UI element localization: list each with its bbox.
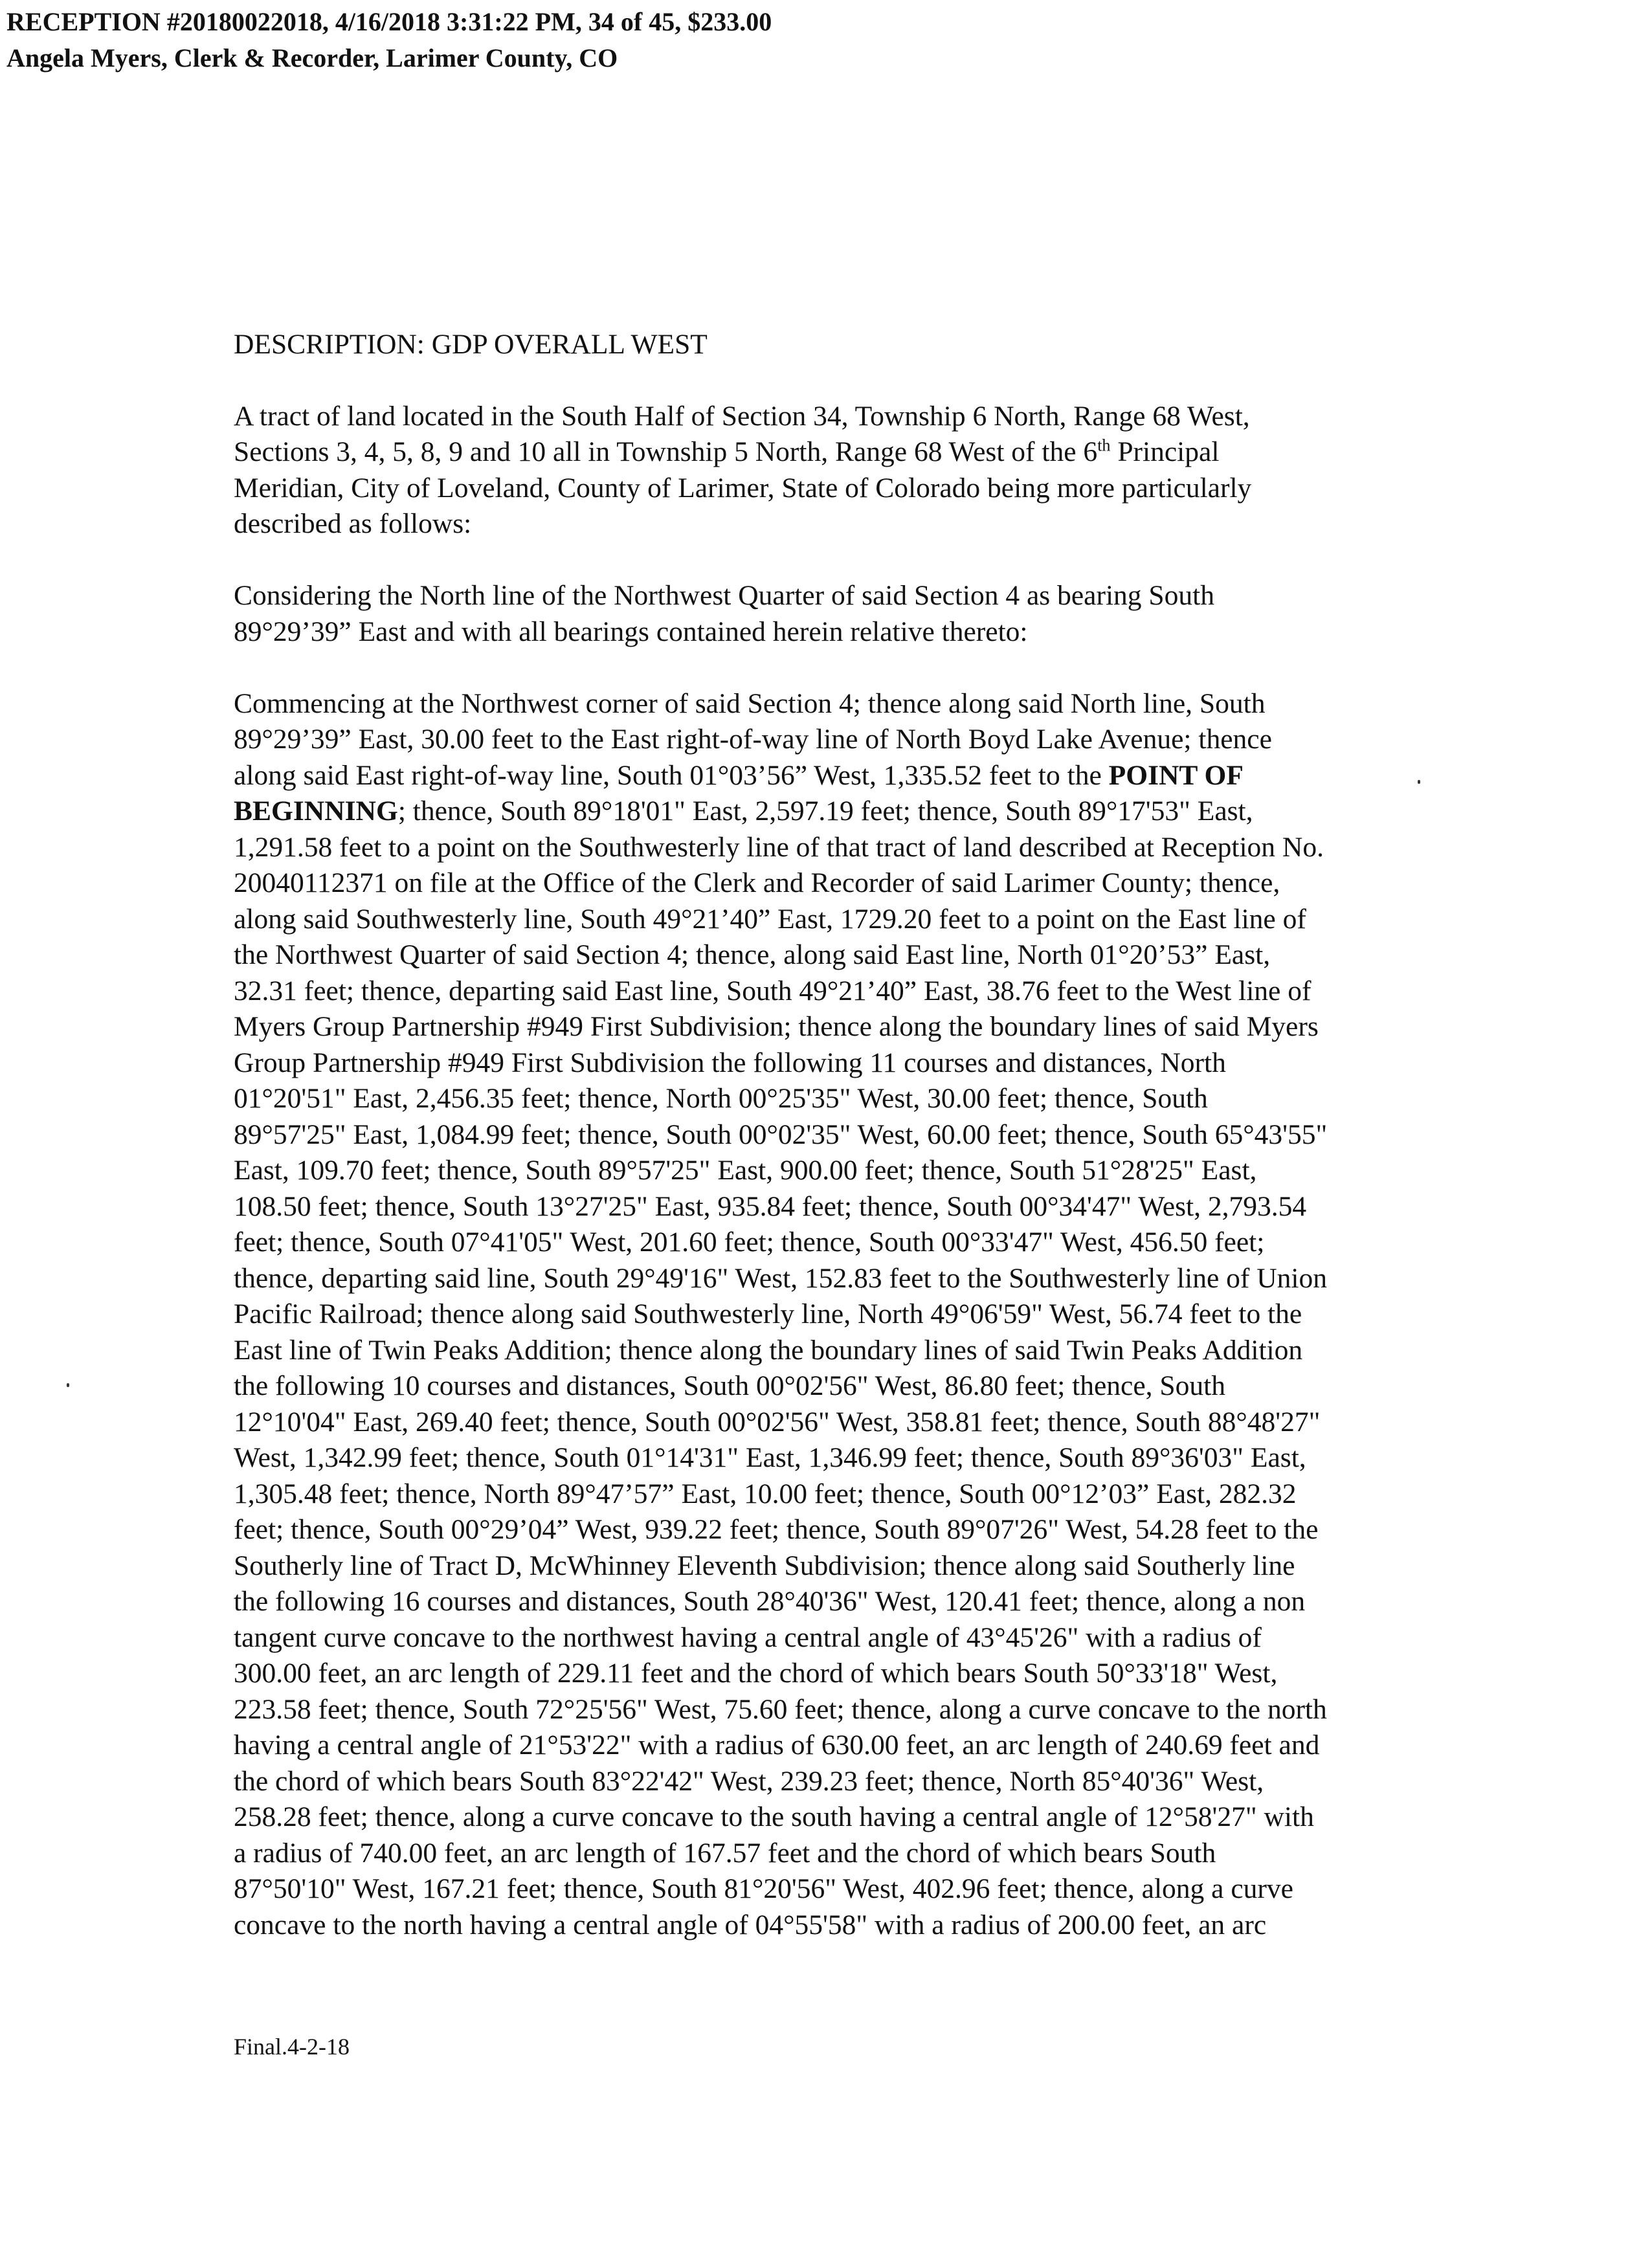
- text-span: along said East right-of-way line, South 01°03’56” West, 1,335.52 feet to the: [234, 759, 1109, 791]
- paragraph-line: 89°29’39” East, 30.00 feet to the East right-of-way line of North Boyd Lake Avenue; thence: [234, 724, 1272, 755]
- recording-header: [6, 4, 772, 76]
- text-span: Principal: [1110, 436, 1220, 467]
- paragraph-line: feet; thence, South 07°41'05" West, 201.60 feet; thence, South 00°33'47" West, 456.50 feet;: [234, 1227, 1265, 1258]
- paragraph-line: the chord of which bears South 83°22'42" West, 239.23 feet; thence, North 85°40'36" West,: [234, 1765, 1264, 1797]
- point-of-beginning-label: POINT OF: [1108, 759, 1244, 791]
- paragraph-line: Considering the North line of the Northwest Quarter of said Section 4 as bearing South: [234, 580, 1214, 611]
- document-title: DESCRIPTION: GDP OVERALL WEST: [234, 329, 708, 360]
- basis-of-bearings-paragraph: [234, 578, 1451, 650]
- paragraph-line: 32.31 feet; thence, departing said East line, South 49°21’40” East, 38.76 feet to the West line of: [234, 975, 1312, 1006]
- revision-footer: Final.4-2-18: [234, 2034, 350, 2060]
- paragraph-line: Group Partnership #949 First Subdivision the following 11 courses and distances, North: [234, 1047, 1226, 1078]
- paragraph-line: Southerly line of Tract D, McWhinney Eleventh Subdivision; thence along said Southerly line: [234, 1550, 1295, 1581]
- paragraph-line: along said Southwesterly line, South 49°21’40” East, 1729.20 feet to a point on the East line of: [234, 903, 1306, 935]
- paragraph-line: 108.50 feet; thence, South 13°27'25" East, 935.84 feet; thence, South 00°34'47" West, 2,793.54: [234, 1190, 1307, 1222]
- paragraph-line: the following 16 courses and distances, South 28°40'36" West, 120.41 feet; thence, along a non: [234, 1586, 1306, 1617]
- paragraph-line: [234, 434, 1451, 471]
- paragraph-line: A tract of land located in the South Half of Section 34, Township 6 North, Range 68 West,: [234, 400, 1250, 432]
- paragraph-line: Pacific Railroad; thence along said Southwesterly line, North 49°06'59" West, 56.74 feet to the: [234, 1298, 1302, 1329]
- paragraph-line: 1,291.58 feet to a point on the Southwesterly line of that tract of land described at Reception No.: [234, 831, 1324, 863]
- paragraph-line: the following 10 courses and distances, South 00°02'56" West, 86.80 feet; thence, South: [234, 1370, 1225, 1401]
- paragraph-line: the Northwest Quarter of said Section 4; thence, along said East line, North 01°20’53” East,: [234, 939, 1271, 970]
- paragraph-line: 01°20'51" East, 2,456.35 feet; thence, North 00°25'35" West, 30.00 feet; thence, South: [234, 1083, 1208, 1114]
- text-span: ; thence, South 89°18'01" East, 2,597.19 feet; thence, South 89°17'53" East,: [397, 795, 1253, 827]
- paragraph-line: East line of Twin Peaks Addition; thence along the boundary lines of said Twin Peaks Addition: [234, 1334, 1303, 1366]
- paragraph-line: Myers Group Partnership #949 First Subdivision; thence along the boundary lines of said Myers: [234, 1011, 1319, 1042]
- paragraph-line: 300.00 feet, an arc length of 229.11 feet and the chord of which bears South 50°33'18" West,: [234, 1658, 1278, 1689]
- paragraph-line: a radius of 740.00 feet, an arc length of 167.57 feet and the chord of which bears South: [234, 1837, 1216, 1869]
- superscript: th: [1097, 436, 1111, 455]
- recorder-stamp-line: Angela Myers, Clerk & Recorder, Larimer County, CO: [6, 43, 618, 72]
- paragraph-line: having a central angle of 21°53'22" with a radius of 630.00 feet, an arc length of 240.69 feet and: [234, 1729, 1320, 1761]
- scan-speck: [1418, 780, 1420, 784]
- intro-paragraph: [234, 399, 1451, 542]
- paragraph-line: 1,305.48 feet; thence, North 89°47’57” East, 10.00 feet; thence, South 00°12’03” East, 282.32: [234, 1478, 1297, 1509]
- paragraph-line: feet; thence, South 00°29’04” West, 939.22 feet; thence, South 89°07'26" West, 54.28 feet to the: [234, 1514, 1319, 1545]
- paragraph-line: thence, departing said line, South 29°49'16" West, 152.83 feet to the Southwesterly line of Union: [234, 1262, 1327, 1294]
- point-of-beginning-label: BEGINNING: [234, 795, 398, 827]
- paragraph-line: concave to the north having a central angle of 04°55'58" with a radius of 200.00 feet, an arc: [234, 1909, 1267, 1940]
- paragraph-line: 89°29’39” East and with all bearings contained herein relative thereto:: [234, 616, 1028, 647]
- paragraph-line: Commencing at the Northwest corner of said Section 4; thence along said North line, South: [234, 687, 1266, 719]
- paragraph-line: West, 1,342.99 feet; thence, South 01°14'31" East, 1,346.99 feet; thence, South 89°36'03" East,: [234, 1442, 1306, 1473]
- commencing-paragraph: [234, 686, 1451, 1944]
- reception-stamp-line: RECEPTION #20180022018, 4/16/2018 3:31:22 PM, 34 of 45, $233.00: [6, 7, 772, 36]
- paragraph-line: 258.28 feet; thence, along a curve concave to the south having a central angle of 12°58'27" with: [234, 1801, 1314, 1832]
- text-span: Sections 3, 4, 5, 8, 9 and 10 all in Township 5 North, Range 68 West of the 6: [234, 436, 1098, 467]
- paragraph-line: described as follows:: [234, 508, 472, 539]
- scan-speck: [67, 1383, 69, 1387]
- paragraph-line: 20040112371 on file at the Office of the Clerk and Recorder of said Larimer County; thence,: [234, 867, 1280, 898]
- legal-description: [234, 327, 1451, 1979]
- paragraph-line: [234, 758, 1451, 794]
- paragraph-line: [234, 794, 1451, 830]
- paragraph-line: 89°57'25" East, 1,084.99 feet; thence, South 00°02'35" West, 60.00 feet; thence, South 65°43'55": [234, 1118, 1328, 1150]
- paragraph-line: 12°10'04" East, 269.40 feet; thence, South 00°02'56" West, 358.81 feet; thence, South 88°48'27": [234, 1406, 1321, 1438]
- paragraph-line: 87°50'10" West, 167.21 feet; thence, South 81°20'56" West, 402.96 feet; thence, along a curve: [234, 1873, 1293, 1904]
- paragraph-line: 223.58 feet; thence, South 72°25'56" West, 75.60 feet; thence, along a curve concave to the north: [234, 1693, 1327, 1725]
- paragraph-line: Meridian, City of Loveland, County of Larimer, State of Colorado being more particularly: [234, 472, 1252, 504]
- paragraph-line: tangent curve concave to the northwest having a central angle of 43°45'26" with a radius of: [234, 1621, 1262, 1653]
- paragraph-line: East, 109.70 feet; thence, South 89°57'25" East, 900.00 feet; thence, South 51°28'25" East,: [234, 1155, 1257, 1186]
